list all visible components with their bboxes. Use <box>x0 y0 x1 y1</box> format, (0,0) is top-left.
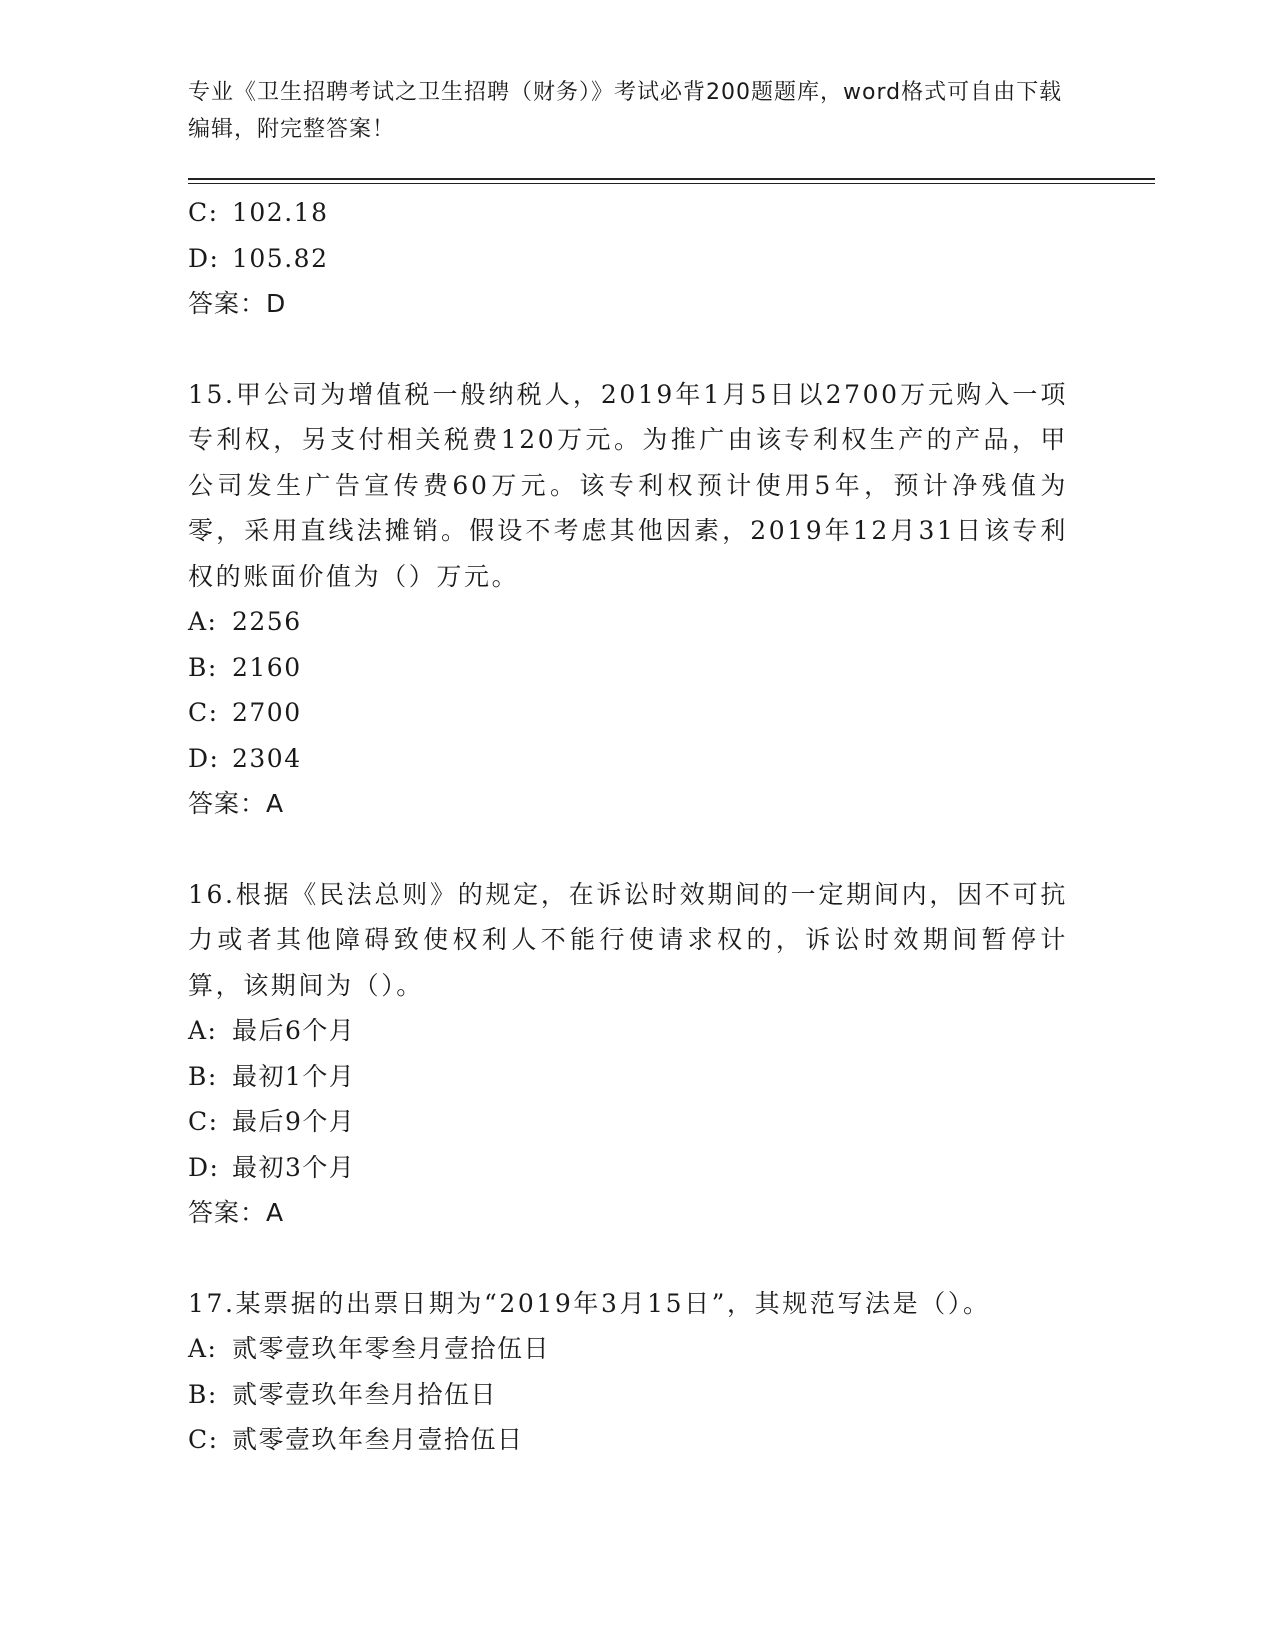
option-a <box>188 1326 1088 1372</box>
option-text: 105.82 <box>232 243 329 273</box>
question-16-text: 16.根据《民法总则》的规定，在诉讼时效期间的一定期间内，因不可抗力或者其他障碍致使权利人不能行使请求权的，诉讼时效期间暂停计算，该期间为（）。 <box>188 879 1068 1000</box>
option-label: A: <box>188 1334 218 1363</box>
option-b <box>188 645 1088 691</box>
option-label: C: <box>188 698 219 727</box>
option-b <box>188 1054 1088 1100</box>
option-text: 最后9个月 <box>232 1107 356 1136</box>
option-a <box>188 599 1088 645</box>
option-text: 贰零壹玖年零叁月壹拾伍日 <box>232 1334 551 1363</box>
option-label: D: <box>188 243 220 273</box>
option-text: 2304 <box>232 743 302 773</box>
option-d <box>188 236 1088 282</box>
option-label: D: <box>188 1152 220 1182</box>
option-d <box>188 1145 1088 1191</box>
option-text: 2256 <box>232 607 302 636</box>
option-label: C: <box>188 198 219 227</box>
option-text: 2700 <box>232 698 302 727</box>
option-text: 最初1个月 <box>232 1061 356 1091</box>
option-label: D: <box>188 743 220 773</box>
option-text: 最后6个月 <box>232 1016 356 1045</box>
option-label: B: <box>188 1061 218 1091</box>
option-label: A: <box>188 1016 218 1045</box>
option-c <box>188 1099 1088 1145</box>
option-a <box>188 1008 1088 1054</box>
answer-line: 答案：A <box>188 789 285 818</box>
option-label: B: <box>188 1379 218 1409</box>
option-text: 102.18 <box>232 198 329 227</box>
option-text: 贰零壹玖年叁月壹拾伍日 <box>232 1425 524 1454</box>
option-text: 2160 <box>232 652 302 682</box>
option-text: 贰零壹玖年叁月拾伍日 <box>232 1379 498 1409</box>
option-label: C: <box>188 1107 219 1136</box>
answer-line: 答案：A <box>188 1198 285 1227</box>
question-15-text: 15.甲公司为增值税一般纳税人，2019年1月5日以2700万元购入一项专利权，另支付相关税费120万元。为推广由该专利权生产的产品，甲公司发生广告宣传费60万元。该专利权预计使用5年，预计净残值为零，采用直线法摊销。假设不考虑其他因素，2019年12月31日该专利权的账面价值为（）万元。 <box>188 379 1068 591</box>
header-divider-thin <box>188 183 1155 184</box>
option-label: A: <box>188 607 218 636</box>
option-b <box>188 1372 1088 1418</box>
document-body <box>188 190 1088 1463</box>
document-header: 专业《卫生招聘考试之卫生招聘（财务）》考试必背200题题库，word格式可自由下载编辑，附完整答案！ <box>188 80 1063 142</box>
option-c <box>188 1417 1088 1463</box>
option-label: B: <box>188 652 218 682</box>
question-17-text: 17.某票据的出票日期为“2019年3月15日”，其规范写法是（）。 <box>188 1288 991 1318</box>
option-d <box>188 736 1088 782</box>
answer-line: 答案：D <box>188 289 287 318</box>
option-label: C: <box>188 1425 219 1454</box>
option-c <box>188 190 1088 236</box>
option-text: 最初3个月 <box>232 1152 356 1182</box>
option-c <box>188 690 1088 736</box>
header-divider <box>188 178 1155 180</box>
